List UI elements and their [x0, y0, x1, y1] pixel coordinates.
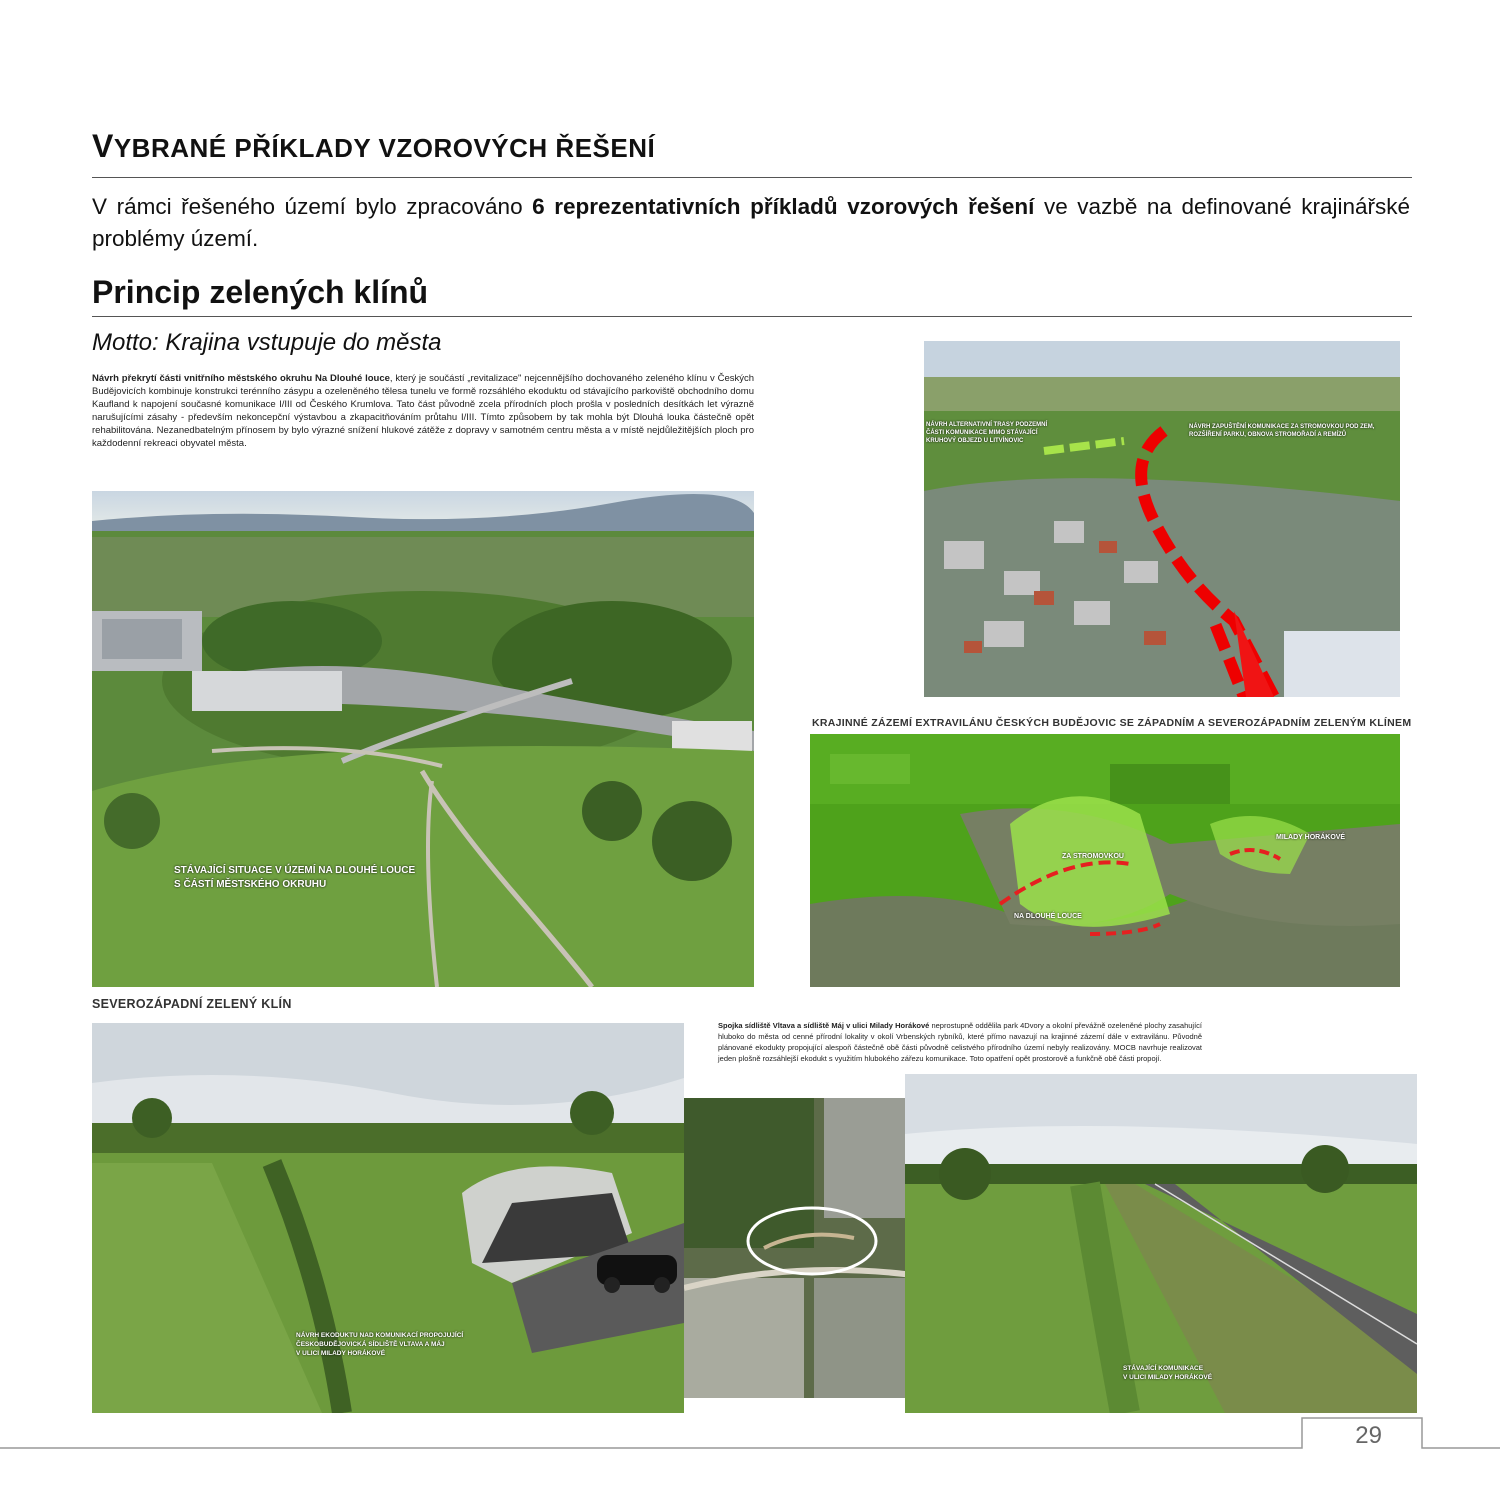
intro-after: ve vazbě na definované krajinářské problémy území. [92, 194, 1410, 251]
road-caption-2: V ULICI MILADY HORÁKOVÉ [1123, 1374, 1213, 1381]
photo-dlouha-louka [92, 491, 754, 987]
aerial-right-caption-1: NÁVRH ZAPUŠTĚNÍ KOMUNIKACE ZA STROMOVKOU POD ZEM, [1189, 424, 1375, 430]
map-title: KRAJINNÉ ZÁZEMÍ EXTRAVILÁNU ČESKÝCH BUDĚJOVIC SE ZÁPADNÍM A SEVEROZÁPADNÍM ZELENÝM KLÍNEM [812, 717, 1412, 729]
heading-initial: V [92, 128, 114, 164]
block2-bold: Spojka sídliště Vltava a sídliště Máj v ulici Milady Horákové [718, 1021, 930, 1030]
block1-text [92, 372, 754, 450]
main-caption-line2: S ČÁSTÍ MĚSTSKÉHO OKRUHU [174, 879, 327, 890]
page-heading [92, 128, 655, 165]
aerial-left-caption-1: NÁVRH ALTERNATIVNÍ TRASY PODZEMNÍ [926, 422, 1048, 428]
motto: Motto: Krajina vstupuje do města [92, 329, 442, 356]
section-title: Princip zelených klínů [92, 274, 429, 310]
map-label-na-dlouhe-louce: NA DLOUHÉ LOUCE [1014, 913, 1082, 920]
photo-aerial-litvinovice [924, 341, 1400, 697]
heading-rule [92, 177, 1412, 178]
block1-bold: Návrh překrytí části vnitřního městského okruhu Na Dlouhé louce [92, 373, 390, 384]
intro-before: V rámci řešeného území bylo zpracováno [92, 194, 533, 219]
road-caption-1: STÁVAJÍCÍ KOMUNIKACE [1123, 1365, 1204, 1372]
eco-caption-1: NÁVRH EKODUKTU NAD KOMUNIKACÍ PROPOJUJÍCÍ [296, 1332, 464, 1339]
block2-text [718, 1020, 1202, 1064]
photo-ecoduct-visualisation [92, 1023, 684, 1413]
intro-paragraph [92, 191, 1410, 255]
eco-caption-3: V ULICI MILADY HORÁKOVÉ [296, 1350, 386, 1357]
block1-body: , který je součástí „revitalizace" nejcennějšího dochovaného zeleného klínu v Českých Budějovicích kombinuje konstrukci terénního zásypu a ozeleněného tělesa tunelu ve formě rozsáhlého ekoduktu od stávajícího parkoviště obchodního domu Kaufland k napojení současné komunikace I/III od Českého Krumlova. Tato část původně zcela přírodních ploch prošla v posledních desítkách let výrazně narušujícími zásahy - především nekoncepční výstavbou a zkapacitňováním průtahu I/III. Tímto způsobem by tak mohla být Dlouhá louka částečně opět rehabilitována. Nezanedbatelným přínosem by bylo výrazné snížení hlukové zátěže z dopravy v samotném centru města a v místě nejdůležitějších ploch pro každodenní rekreaci obyvatel města. [92, 373, 755, 449]
footer-rule [0, 1416, 1500, 1456]
map-green-wedges [810, 734, 1400, 987]
photo-road-milady-horakove [905, 1074, 1417, 1413]
photo-satellite [684, 1098, 936, 1398]
section-rule [92, 316, 1412, 317]
heading-rest: YBRANÉ PŘÍKLADY VZOROVÝCH ŘEŠENÍ [113, 133, 656, 163]
aerial-left-caption-3: KRUHOVÝ OBJEZD U LITVÍNOVIC [926, 438, 1024, 444]
section2-title: SEVEROZÁPADNÍ ZELENÝ KLÍN [92, 997, 292, 1011]
intro-bold: 6 reprezentativních příkladů vzorových řešení [532, 194, 1035, 219]
aerial-right-caption-2: ROZŠÍŘENÍ PARKU, OBNOVA STROMOŘADÍ A REMÍZŮ [1189, 432, 1347, 438]
aerial-left-caption-2: ČÁSTI KOMUNIKACE MIMO STÁVAJÍCÍ [926, 430, 1038, 436]
map-label-za-stromovkou: ZA STROMOVKOU [1062, 853, 1124, 860]
eco-caption-2: ČESKOBUDĚJOVICKÁ SÍDLIŠTĚ VLTAVA A MÁJ [296, 1341, 445, 1348]
block2-body: neprostupně oddělila park 4Dvory a okolní převážně ozeleněné plochy zasahující hluboko do města od cenné přírodní lokality v okolí Vrbenských rybníků, které přímo navazují na krajinné zázemí dále v extravilánu. Původně plánované ekodukty propojující alespoň částečně obě části původně celistvého přírodního území nebyly realizovány. MOCB navrhuje realizovat jeden plošně rozsáhlejší ekodukt s využitím hlubokého zářezu komunikace. Toto opatření opět prostorově a funkčně obě části propojí. [718, 1021, 1203, 1063]
map-label-milady-horakove: MILADY HORÁKOVÉ [1276, 834, 1346, 841]
main-caption-line1: STÁVAJÍCÍ SITUACE V ÚZEMÍ NA DLOUHÉ LOUCE [174, 865, 416, 876]
page-number: 29 [1355, 1422, 1382, 1449]
